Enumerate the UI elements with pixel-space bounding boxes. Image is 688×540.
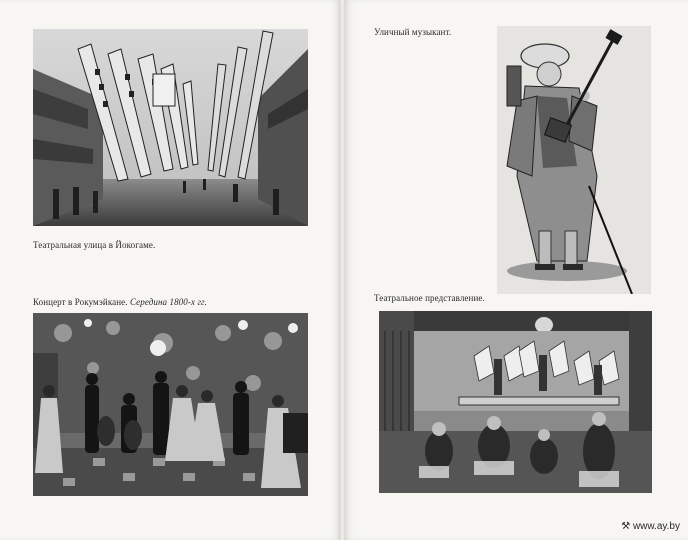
theatre-performance-photo	[379, 311, 652, 493]
hammer-icon: ⚒	[621, 521, 631, 532]
theatre-street-caption: Театральная улица в Йокогаме.	[33, 240, 156, 250]
theatre-street-photo	[33, 29, 308, 226]
right-page	[344, 0, 688, 540]
theatre-performance-caption: Театральное представление.	[374, 293, 485, 303]
rokumeikan-concert-caption	[33, 297, 207, 307]
street-musician-photo	[497, 26, 651, 294]
caption-italic-text: Середина 1800-х гг.	[130, 297, 207, 307]
watermark	[621, 521, 680, 532]
rokumeikan-concert-photo	[33, 313, 308, 496]
street-musician-caption: Уличный музыкант.	[374, 27, 452, 37]
caption-main-text: Концерт в Рокумэйкане.	[33, 297, 128, 307]
watermark-text: www.ay.by	[632, 521, 680, 532]
left-page	[0, 0, 341, 540]
